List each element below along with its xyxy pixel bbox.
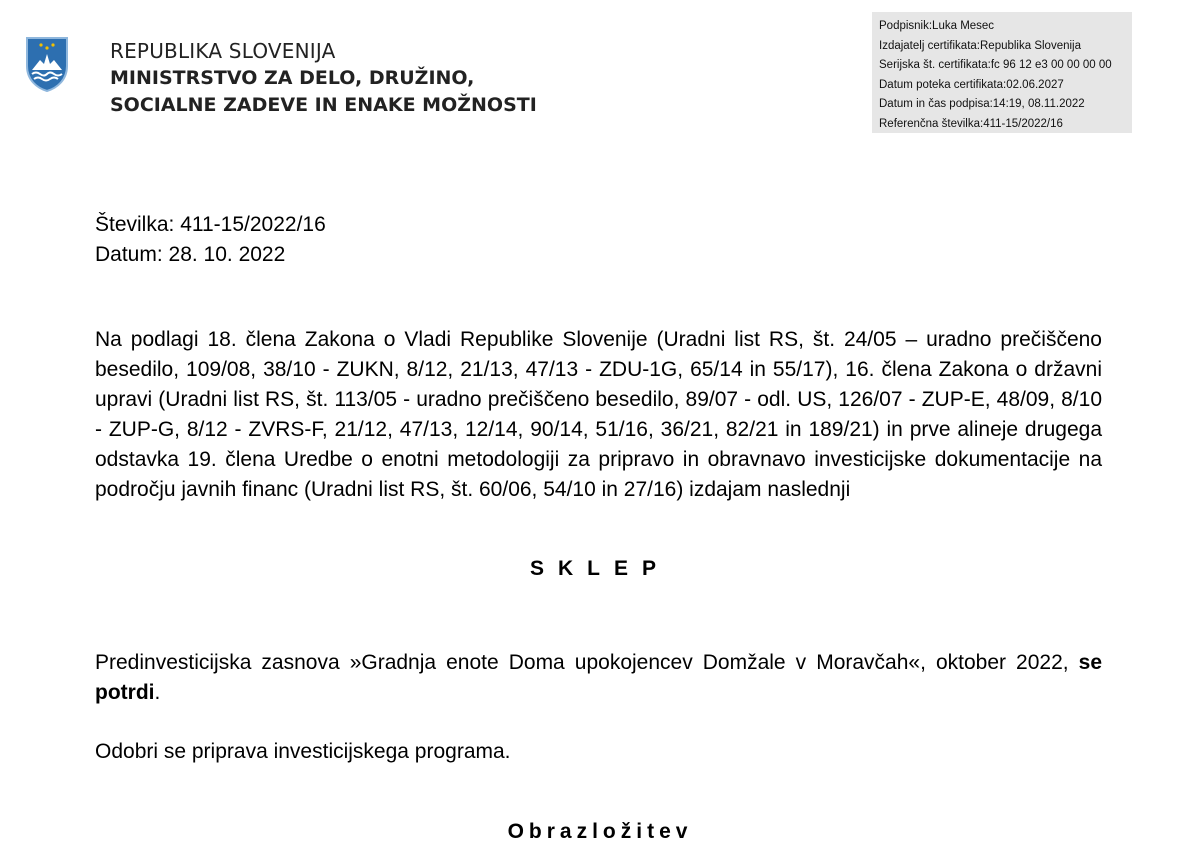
ministry-line-2: MINISTRSTVO ZA DELO, DRUŽINO, bbox=[110, 67, 475, 89]
ministry-line-3: SOCIALNE ZADEVE IN ENAKE MOŽNOSTI bbox=[110, 94, 537, 116]
ministry-line-1: REPUBLIKA SLOVENIJA bbox=[110, 39, 336, 63]
decision-end: . bbox=[154, 681, 161, 704]
decision-text: Predinvesticijska zasnova »Gradnja enote Doma upokojencev Domžale v Moravčah«, oktober 2022, bbox=[95, 651, 1079, 674]
decision-paragraph bbox=[95, 648, 1102, 708]
digital-signature-box bbox=[872, 12, 1132, 133]
explanation-heading: Obrazložitev bbox=[507, 820, 693, 843]
signature-signer: Podpisnik:Luka Mesec bbox=[879, 20, 995, 32]
document-date: Datum: 28. 10. 2022 bbox=[95, 243, 286, 266]
sklep-heading: SKLEP bbox=[529, 557, 670, 580]
signature-reference: Referenčna številka:411-15/2022/16 bbox=[879, 117, 1063, 130]
approval-paragraph: Odobri se priprava investicijskega programa. bbox=[95, 740, 511, 763]
signature-serial: Serijska št. certifikata:fc 96 12 e3 00 00 00 00 bbox=[879, 59, 1112, 71]
signature-issuer: Izdajatelj certifikata:Republika Slovenija bbox=[879, 39, 1081, 52]
document-number: Številka: 411-15/2022/16 bbox=[95, 213, 326, 236]
signature-expiry: Datum poteka certifikata:02.06.2027 bbox=[879, 78, 1064, 91]
slovenia-coat-of-arms-icon bbox=[24, 36, 70, 92]
legal-basis-paragraph: Na podlagi 18. člena Zakona o Vladi Republike Slovenije (Uradni list RS, št. 24/05 – uradno prečiščeno besedilo, 109/08, 38/10 - ZUKN, 8/12, 21/13, 47/13 - ZDU-1G, 65/14 in 55/17), 16. člena Zakona o državni upravi (Uradni list RS, št. 113/05 - uradno prečiščeno besedilo, 89/07 - odl. US, 126/07 - ZUP-E, 48/09, 8/10 - ZUP-G, 8/12 - ZVRS-F, 21/12, 47/13, 12/14, 90/14, 51/16, 36/21, 82/21 in 189/21) in prve alineje drugega odstavka 19. člena Uredbe o enotni metodologiji za pripravo in obravnavo investicijske dokumentacije na področju javnih financ (Uradni list RS, št. 60/06, 54/10 in 27/16) izdajam naslednji bbox=[95, 328, 1102, 501]
document-meta bbox=[95, 210, 326, 270]
decision-bold: se potrdi bbox=[95, 651, 1102, 704]
signature-timestamp: Datum in čas podpisa:14:19, 08.11.2022 bbox=[879, 98, 1085, 110]
ministry-header bbox=[110, 38, 537, 119]
